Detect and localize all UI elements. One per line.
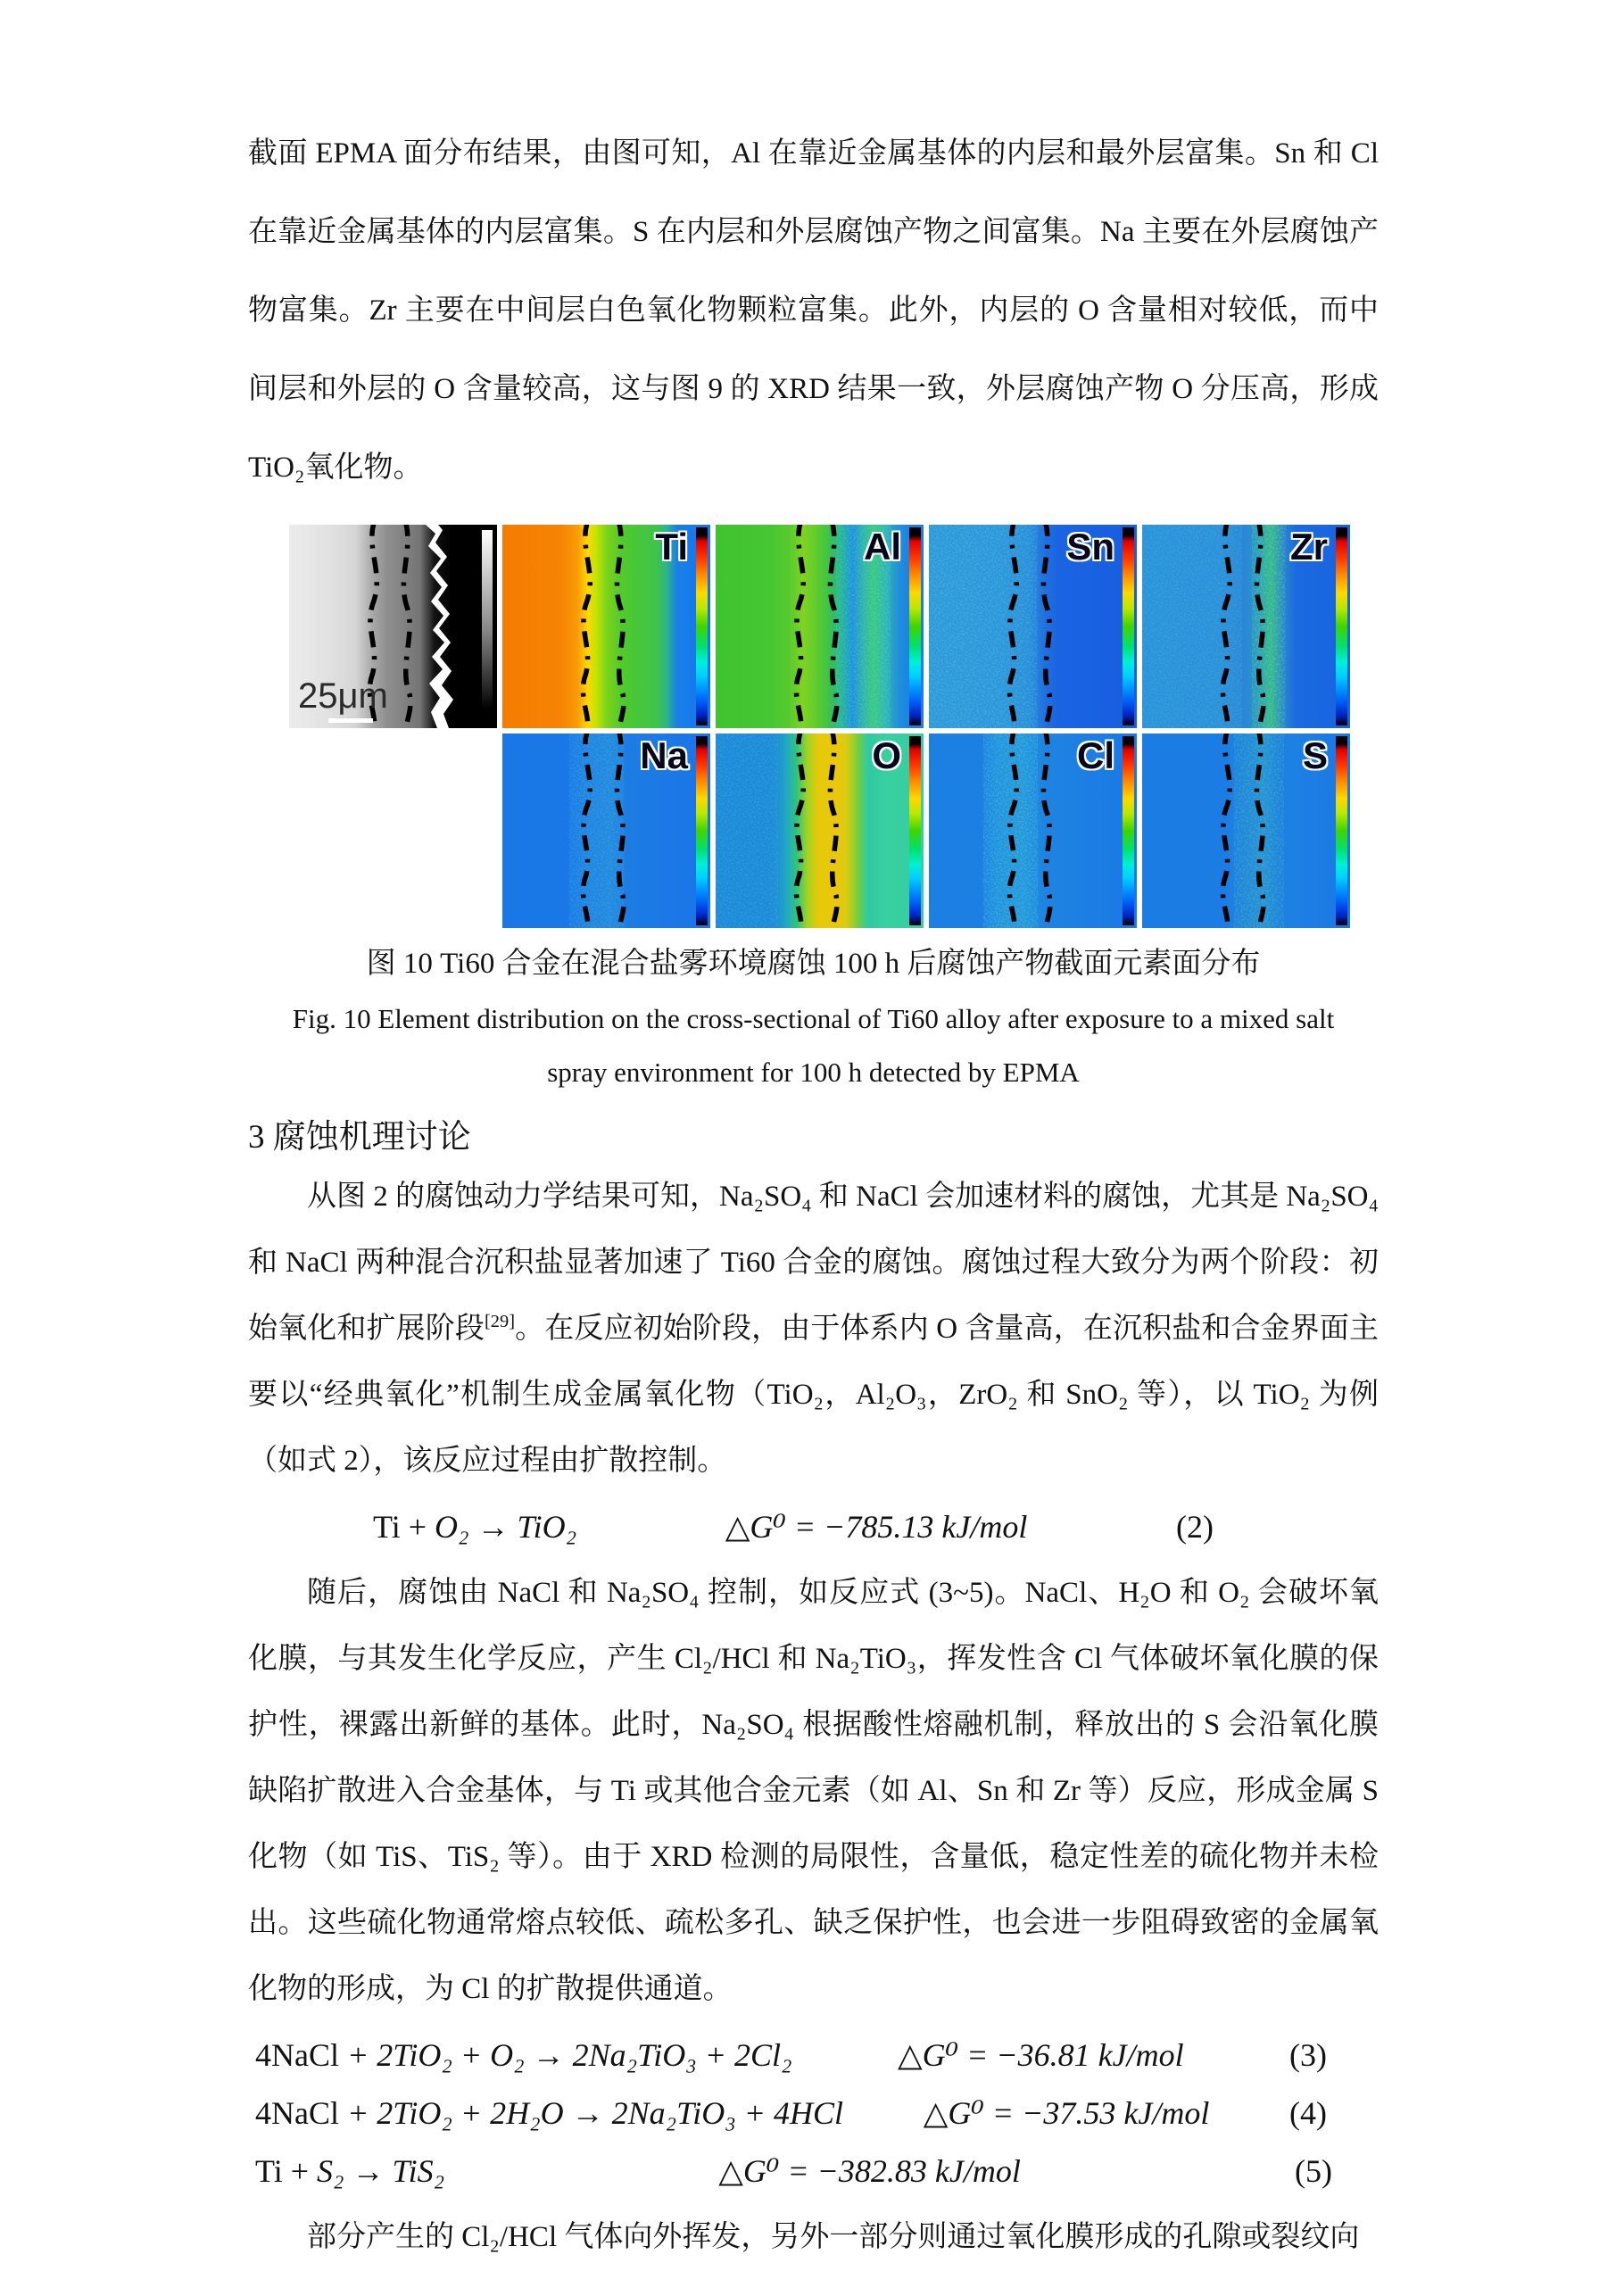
scale-label: 25μm — [298, 676, 388, 716]
equation-5-lhs: Ti + S₂ → TiS₂ — [255, 2153, 445, 2189]
equation-2-number: (2) — [1176, 1509, 1214, 1545]
colorbar — [909, 736, 921, 925]
paragraph-kinetics-text2: 。在反应初始阶段，由于体系内 O 含量高，在沉积盐和合金界面主要以“经典氧化”机制生成金属氧化物（TiO₂，Al₂O₃，ZrO₂ 和 SnO₂ 等），以 TiO₂ 为例（如式 2），该反应过程由扩散控制。 — [248, 1313, 1379, 1477]
colorbar — [1336, 736, 1347, 925]
grayscale-bar — [482, 530, 493, 709]
colorbar — [696, 527, 708, 725]
equation-4-lhs: 4NaCl + 2TiO₂ + 2H₂O → 2Na₂TiO₃ + 4HCl — [255, 2095, 844, 2131]
page-content — [248, 0, 1379, 2270]
equation-2 — [248, 1502, 1379, 1552]
colorbar — [1123, 736, 1134, 925]
paragraph-epma-results: 截面 EPMA 面分布结果，由图可知，Al 在靠近金属基体的内层和最外层富集。Sn 和 Cl 在靠近金属基体的内层富集。S 在内层和外层腐蚀产物之间富集。Na 主要在外层腐蚀产物富集。Zr 主要在中间层白色氧化物颗粒富集。此外，内层的 O 含量相对较低，而中间层和外层的 O 含量较高，这与图 9 的 XRD 结果一致，外层腐蚀产物 O 分压高，形成 TiO₂氧化物。 — [248, 137, 1379, 484]
equation-5 — [248, 2146, 1379, 2196]
equation-3-number: (3) — [1289, 2037, 1327, 2073]
epma-row-bottom — [502, 734, 1351, 928]
caption-en-line2: spray environment for 100 h detected by EPMA — [547, 1057, 1080, 1088]
map-label-sn: Sn — [1066, 526, 1114, 568]
map-label-zr: Zr — [1290, 526, 1328, 568]
map-al — [716, 525, 924, 728]
equation-4-number: (4) — [1289, 2095, 1327, 2131]
equation-5-gibbs: △G⁰ = −382.83 kJ/mol — [718, 2153, 1021, 2189]
figure-caption-en — [248, 992, 1379, 1099]
equation-2-gibbs: △G⁰ = −785.13 kJ/mol — [725, 1509, 1028, 1545]
map-label-o: O — [872, 734, 901, 776]
equation-3 — [248, 2030, 1379, 2080]
equation-4-gibbs: △G⁰ = −37.53 kJ/mol — [923, 2095, 1210, 2131]
colorbar — [909, 527, 921, 725]
scale-bar — [328, 718, 373, 723]
caption-en-line1: Fig. 10 Element distribution on the cross-sectional of Ti60 alloy after exposure to a mixed salt — [292, 1003, 1335, 1034]
map-label-s: S — [1302, 734, 1328, 776]
equation-3-gibbs: △G⁰ = −36.81 kJ/mol — [897, 2037, 1184, 2073]
paragraph-gas-escape: 部分产生的 Cl₂/HCl 气体向外挥发，另外一部分则通过氧化膜形成的孔隙或裂纹向 — [307, 2221, 1360, 2253]
colorbar — [696, 736, 708, 925]
map-label-ti: Ti — [655, 526, 688, 568]
equation-2-lhs: Ti + O₂ → TiO₂ — [373, 1509, 577, 1545]
colorbar — [1336, 527, 1347, 725]
map-zr — [1142, 525, 1350, 728]
epma-row-top — [289, 525, 1351, 728]
paragraph-kinetics — [248, 1164, 1379, 1494]
colorbar — [1123, 527, 1134, 725]
paragraph-nacl-na2so4: 随后，腐蚀由 NaCl 和 Na₂SO₄ 控制，如反应式 (3~5)。NaCl、H₂O 和 O₂ 会破坏氧化膜，与其发生化学反应，产生 Cl₂/HCl 和 Na₂TiO₃，挥发性含 Cl 气体破坏氧化膜的保护性，裸露出新鲜的基体。此时，Na₂SO₄ 根据酸性熔融机制，释放出的 S 会沿氧化膜缺陷扩散进入合金基体，与 Ti 或其他合金元素（如 Al、Sn 和 Zr 等）反应，形成金属 S 化物（如 TiS、TiS₂ 等）。由于 XRD 检测的局限性，含量低，稳定性差的硫化物并未检出。这些硫化物通常熔点较低、疏松多孔、缺乏保护性，也会进一步阻碍致密的金属氧化物的形成，为 Cl 的扩散提供通道。 — [248, 1577, 1379, 2005]
sem-image — [289, 525, 497, 728]
map-cl — [929, 734, 1137, 928]
figure-10-epma-maps — [289, 525, 1351, 928]
equation-3-lhs: 4NaCl + 2TiO₂ + O₂ → 2Na₂TiO₃ + 2Cl₂ — [255, 2037, 792, 2073]
equation-5-number: (5) — [1295, 2153, 1332, 2189]
map-o — [716, 734, 924, 928]
map-ti — [502, 525, 710, 728]
paragraph-kinetics-text: 从图 2 的腐蚀动力学结果可知，Na₂SO₄ 和 NaCl 会加速材料的腐蚀，尤其是 Na₂SO₄ 和 NaCl 两种混合沉积盐显著加速了 Ti60 合金的腐蚀。腐蚀过程大致分为两个阶段：初始氧化和扩展阶段 — [248, 1181, 1380, 1345]
section-heading: 3 腐蚀机理讨论 — [248, 1119, 471, 1156]
map-label-al: Al — [864, 526, 901, 568]
map-s — [1142, 734, 1350, 928]
reference-29: [29] — [484, 1312, 516, 1331]
figure-caption-zh: 图 10 Ti60 合金在混合盐雾环境腐蚀 100 h 后腐蚀产物截面元素面分布 — [366, 948, 1261, 980]
equation-4 — [248, 2088, 1379, 2138]
map-sn — [929, 525, 1137, 728]
map-na — [502, 734, 710, 928]
map-label-na: Na — [640, 734, 688, 776]
map-label-cl: Cl — [1077, 734, 1114, 776]
